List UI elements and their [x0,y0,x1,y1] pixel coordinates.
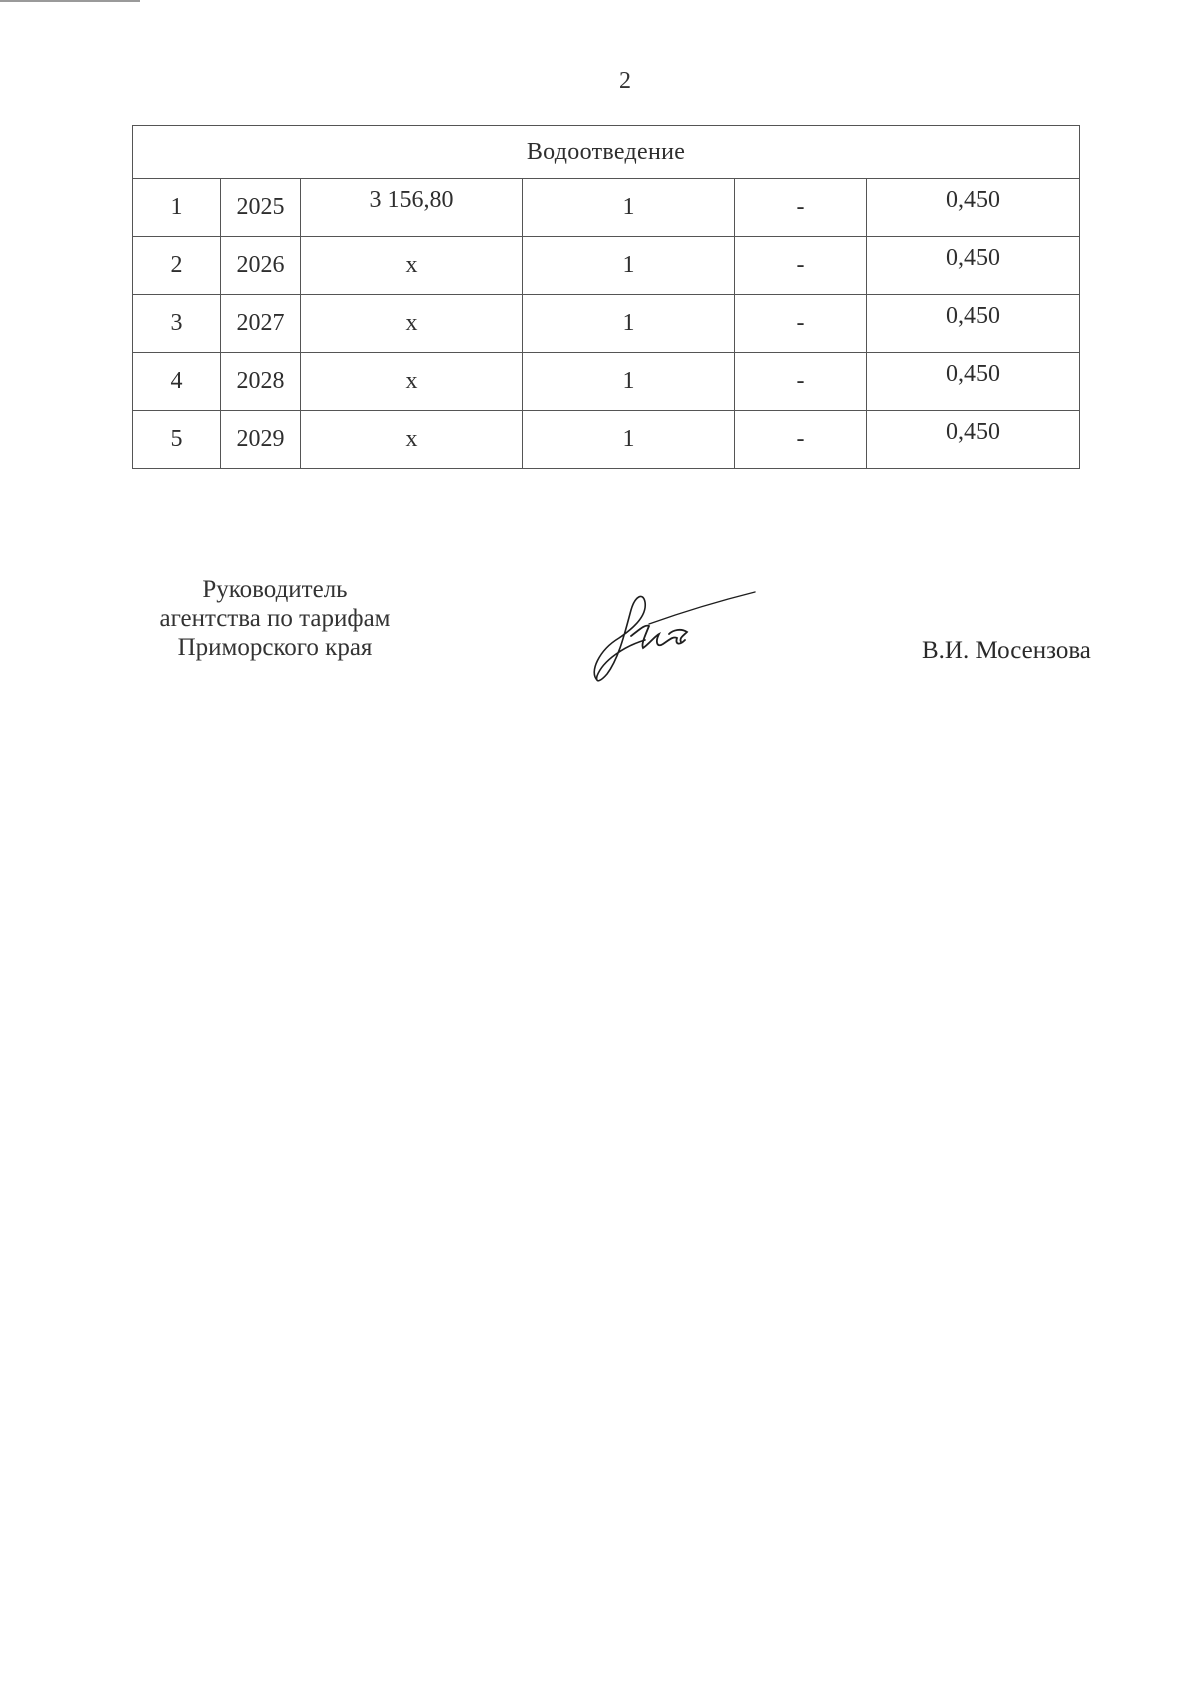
table-row [133,237,1080,295]
page-number: 2 [619,68,631,94]
value-cell: - [735,411,867,469]
year-cell: 2026 [221,237,301,295]
tariff-table [132,125,1080,469]
signatory-position [130,575,420,662]
value-cell: 1 [523,237,735,295]
table-row [133,295,1080,353]
position-line: Руководитель [202,576,348,603]
value-cell: 1 [523,179,735,237]
row-number-cell: 5 [133,411,221,469]
value-cell: 1 [523,353,735,411]
handwritten-signature [585,588,760,688]
year-cell: 2029 [221,411,301,469]
row-number-cell: 2 [133,237,221,295]
section-title: Водоотведение [133,126,1080,179]
table-row [133,353,1080,411]
value-cell: - [735,353,867,411]
row-number-cell: 3 [133,295,221,353]
position-line: Приморского края [177,634,373,661]
value-cell: - [735,179,867,237]
value-cell: 0,450 [867,295,1080,353]
value-cell: x [301,237,523,295]
table-row [133,411,1080,469]
table-row [133,179,1080,237]
position-line: агентства по тарифам [159,605,391,632]
year-cell: 2027 [221,295,301,353]
row-number-cell: 4 [133,353,221,411]
value-cell: - [735,295,867,353]
table-section-row [133,126,1080,179]
value-cell: x [301,353,523,411]
value-cell: 0,450 [867,411,1080,469]
value-cell: 0,450 [867,353,1080,411]
signer-name: В.И. Мосензова [922,637,1091,664]
year-cell: 2028 [221,353,301,411]
value-cell: x [301,411,523,469]
value-cell: 1 [523,411,735,469]
value-cell: 3 156,80 [301,179,523,237]
value-cell: x [301,295,523,353]
value-cell: - [735,237,867,295]
value-cell: 0,450 [867,179,1080,237]
year-cell: 2025 [221,179,301,237]
value-cell: 0,450 [867,237,1080,295]
scan-edge-mark [0,0,140,2]
value-cell: 1 [523,295,735,353]
row-number-cell: 1 [133,179,221,237]
